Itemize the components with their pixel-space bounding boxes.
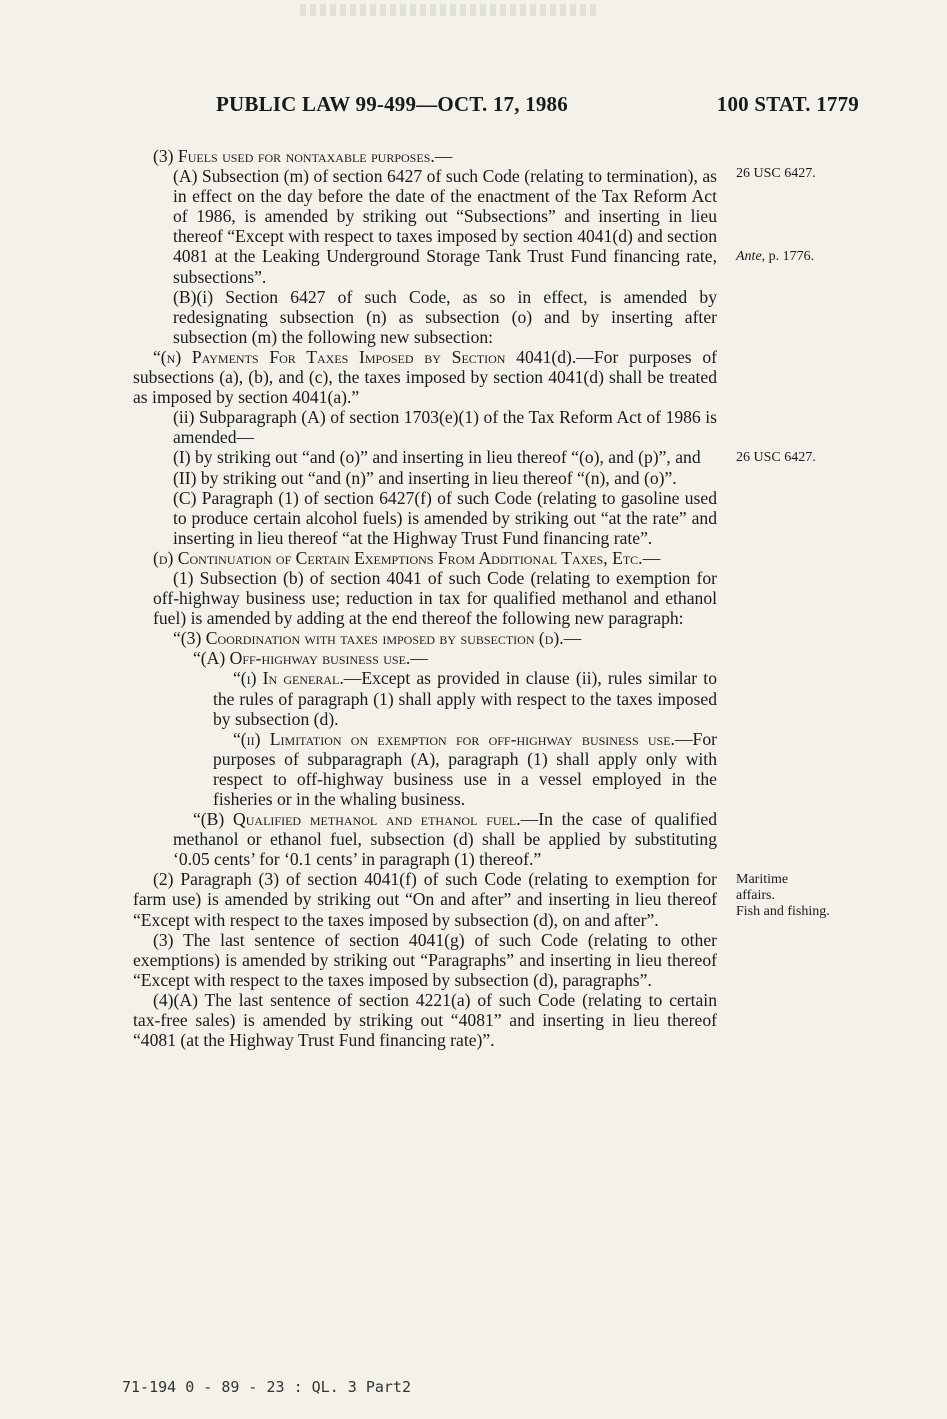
bleed-through-artifact bbox=[300, 4, 600, 16]
margin-note-26-usc-6427-second: 26 USC 6427. bbox=[736, 450, 816, 465]
paragraph-n: “(n) Payments For Taxes Imposed by Section 4041(d).—For purposes of subsections (a), (b), and (c), the taxes imposed by section 4041(d) shall be treated as imposed by section 4041(a).” bbox=[133, 346, 717, 408]
clause-i: “(i) In general.—Except as provided in clause (ii), rules similar to the rules of paragraph (1) shall apply with respect to the taxes imposed by subsection (d). bbox=[213, 668, 717, 729]
paragraph-3-heading: (3) Fuels used for nontaxable purposes.— bbox=[153, 146, 453, 166]
paragraph-B-ii: (ii) Subparagraph (A) of section 1703(e)(1) of the Tax Reform Act of 1986 is amended— bbox=[173, 407, 717, 448]
subsection-d-heading: (d) Continuation of Certain Exemptions From Additional Taxes, Etc.— bbox=[153, 547, 661, 568]
paragraph-d-1-3-heading: “(3) Coordination with taxes imposed by subsection (d).— bbox=[173, 628, 582, 649]
clause-ii: “(ii) Limitation on exemption for off-highway business use.—For purposes of subparagraph (A), paragraph (1) shall apply only with respect to off-highway business use in a vessel employed in the fisheries or in the whaling business. bbox=[213, 728, 717, 809]
margin-note-26-usc-6427: 26 USC 6427. bbox=[736, 166, 816, 181]
paragraph-B-i: (B)(i) Section 6427 of such Code, as so in effect, is amended by redesignating subsection (n) as subsection (o) and by inserting after subsection (m) the following new subsection: bbox=[173, 286, 717, 347]
paragraph-d-4-A: (4)(A) The last sentence of section 4221(a) of such Code (relating to certain tax-free sales) is amended by striking out “4081” and inserting in lieu thereof “4081 (at the Highway Trust Fund financing rate)”. bbox=[133, 989, 717, 1051]
paragraph-C: (C) Paragraph (1) of section 6427(f) of such Code (relating to gasoline used to produce certain alcohol fuels) is amended by striking out “at the rate” and inserting in lieu thereof “at the Highway Trust Fund financing rate”. bbox=[173, 487, 717, 548]
clause-I: (I) by striking out “and (o)” and inserting in lieu thereof “(o), and (p)”, and bbox=[173, 447, 701, 468]
subparagraph-A-heading: “(A) Off-highway business use.— bbox=[193, 648, 428, 669]
print-footer: 71-194 0 - 89 - 23 : QL. 3 Part2 bbox=[122, 1378, 411, 1396]
header-stat-page: 100 STAT. 1779 bbox=[716, 92, 859, 116]
header-law-citation: PUBLIC LAW 99-499—OCT. 17, 1986 bbox=[216, 92, 568, 116]
subparagraph-B: “(B) Qualified methanol and ethanol fuel.—In the case of qualified methanol or ethanol fuel, subsection (d) shall be applied by substituting ‘0.05 cents’ for ‘0.1 cents’ in paragraph (1) thereof.” bbox=[173, 809, 717, 870]
paragraph-d-2: (2) Paragraph (3) of section 4041(f) of such Code (relating to exemption for farm use) is amended by striking out “On and after” and inserting in lieu thereof “Except with respect to the taxes imposed by subsection (d), on and after”. bbox=[133, 869, 717, 930]
page-header bbox=[216, 92, 859, 122]
paragraph-d-3: (3) The last sentence of section 4041(g) of such Code (relating to other exemptions) is amended by striking out “Paragraphs” and inserting in lieu thereof “Except with respect to the taxes imposed by subsection (d), paragraphs”. bbox=[133, 929, 717, 990]
paragraph-A: (A) Subsection (m) of section 6427 of such Code (relating to termination), as in effect on the day before the date of the enactment of the Tax Reform Act of 1986, is amended by striking out “Subsections” and inserting in lieu thereof “Except with respect to taxes imposed by section 4041(d) and section 4081 at the Leaking Underground Storage Tank Trust Fund financing rate, subsections”. bbox=[173, 166, 717, 287]
margin-note-ante: Ante, p. 1776. bbox=[736, 249, 815, 264]
margin-note-maritime: Maritime affairs. Fish and fishing. bbox=[736, 872, 830, 919]
paragraph-d-1: (1) Subsection (b) of section 4041 of such Code (relating to exemption for off-highway business use; reduction in tax for qualified methanol and ethanol fuel) is amended by adding at the end thereof the following new paragraph: bbox=[153, 567, 717, 629]
clause-II: (II) by striking out “and (n)” and inserting in lieu thereof “(n), and (o)”. bbox=[173, 467, 677, 488]
document-body bbox=[133, 146, 717, 1050]
